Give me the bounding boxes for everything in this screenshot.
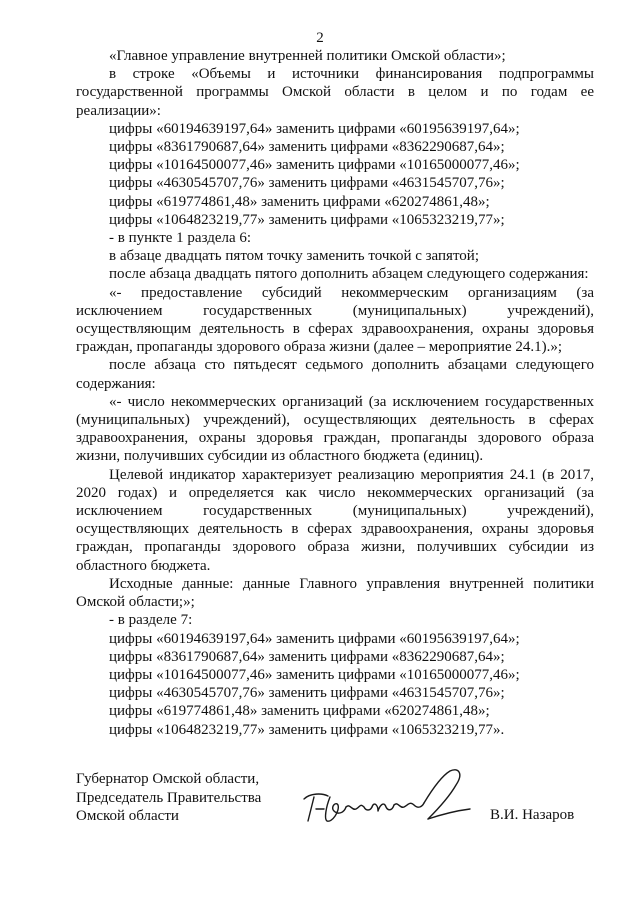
amendment-line: цифры «4630545707,76» заменить цифрами «4631545707,76»; (109, 175, 505, 192)
paragraph: - в пункте 1 раздела 6: (109, 230, 252, 247)
paragraph: в абзаце двадцать пятом точку заменить точкой с запятой; (109, 248, 479, 265)
amendment-line: цифры «10164500077,46» заменить цифрами «10165000077,46»; (109, 157, 520, 174)
amendment-line: цифры «60194639197,64» заменить цифрами «60195639197,64»; (109, 120, 520, 137)
paragraph: «Главное управление внутренней политики Омской области»; (109, 48, 506, 64)
document-body (76, 47, 594, 739)
signatory-line: Губернатор Омской области, (76, 771, 260, 787)
paragraph: после абзаца сто пятьдесят седьмого дополнить абзацами следующего содержания: (76, 357, 594, 392)
amendment-line: цифры «1064823219,77» заменить цифрами «1065323219,77»; (109, 211, 505, 228)
amendment-line: цифры «60194639197,64» заменить цифрами «60195639197,64»; (109, 630, 520, 647)
signatory-title (76, 770, 261, 826)
amendment-line: цифры «10164500077,46» заменить цифрами «10165000077,46»; (109, 666, 520, 683)
paragraph: в строке «Объемы и источники финансирования подпрограммы государственной программы Омской области в целом и по годам ее реализации»: (76, 66, 594, 119)
signatory-line: Омской области (76, 808, 179, 824)
signatory-line: Председатель Правительства (76, 789, 262, 806)
paragraph: «- число некоммерческих организаций (за исключением государственных (муниципальных) учреждений), осуществляющих деятельность в сферах здравоохранения, охраны здоровья граждан, пропаганды здорового образа жизни, получивших субсидии из областного бюджета (единиц). (76, 393, 594, 465)
amendment-line: цифры «8361790687,64» заменить цифрами «8362290687,64»; (109, 648, 505, 665)
handwritten-signature (300, 763, 480, 835)
amendment-line: цифры «4630545707,76» заменить цифрами «4631545707,76»; (109, 685, 505, 702)
amendment-line: цифры «619774861,48» заменить цифрами «620274861,48»; (109, 193, 490, 210)
amendment-line: цифры «619774861,48» заменить цифрами «620274861,48»; (109, 703, 490, 720)
signatory-name: В.И. Назаров (490, 807, 575, 823)
paragraph: Целевой индикатор характеризует реализацию мероприятия 24.1 (в 2017, 2020 годах) и определяется как число некоммерческих организаций (за исключением государственных (муниципальных) учреждений), осуществляющих деятельность в сферах здравоохранения, охраны здоровья граждан, пропаганды здорового образа жизни, получивших субсидии из областного бюджета. (76, 466, 594, 574)
amendment-line: цифры «1064823219,77» заменить цифрами «1065323219,77». (109, 721, 505, 738)
paragraph: после абзаца двадцать пятого дополнить абзацем следующего содержания: (109, 266, 589, 283)
paragraph: - в разделе 7: (109, 612, 193, 629)
amendment-line: цифры «8361790687,64» заменить цифрами «8362290687,64»; (109, 139, 505, 156)
paragraph: Исходные данные: данные Главного управления внутренней политики Омской области;»; (76, 575, 594, 611)
page-number: 2 (316, 30, 324, 46)
paragraph: «- предоставление субсидий некоммерческим организациям (за исключением государственных (муниципальных) учреждений), осуществляющим деятельность в сферах здравоохранения, охраны здоровья граждан, пропаганды здорового образа жизни (далее – мероприятие 24.1).»; (76, 284, 594, 356)
